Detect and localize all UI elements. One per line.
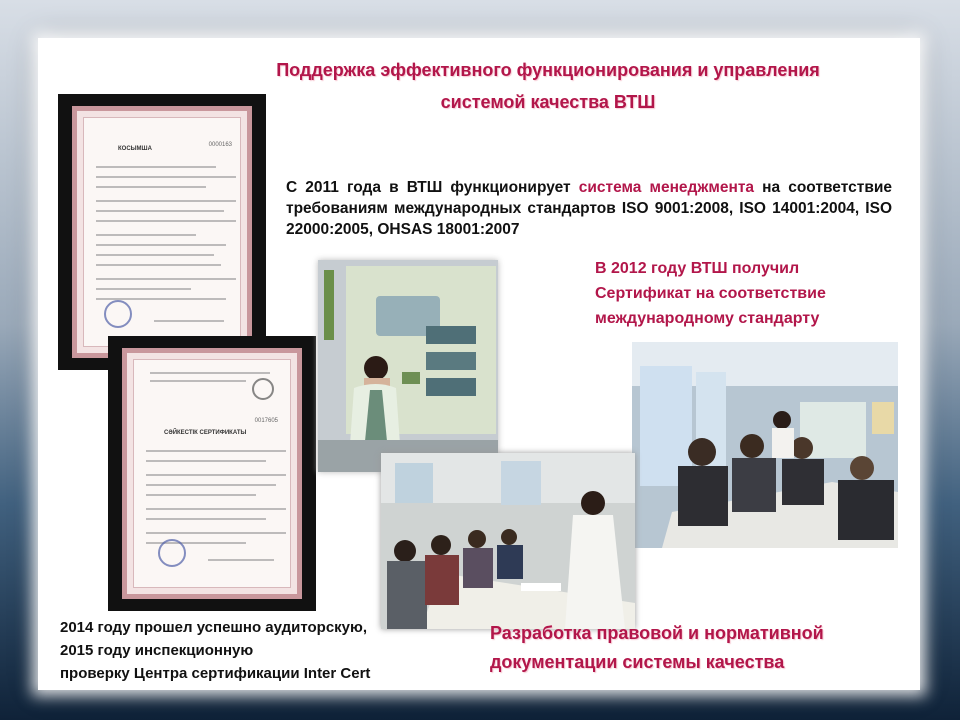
documentation-note bbox=[490, 619, 910, 677]
certificate-image-2 bbox=[108, 336, 316, 611]
intro-paragraph bbox=[286, 177, 892, 240]
slide bbox=[38, 38, 920, 690]
documentation-note-line2: документации системы качества bbox=[490, 652, 785, 672]
intro-highlight: система менеджмента bbox=[578, 179, 755, 196]
audit-note-line2: 2015 году инспекционную bbox=[60, 642, 254, 659]
certificate-note bbox=[595, 256, 905, 331]
audit-note-line3: проверку Центра сертификации Inter Cert bbox=[60, 665, 371, 682]
slide-title-line2: системой качества ВТШ bbox=[440, 92, 656, 112]
seminar-photo bbox=[381, 453, 635, 629]
certificate-note-line1: В 2012 году ВТШ получил bbox=[595, 260, 800, 277]
intro-text-suffix: на соответствие требованиям международных стандартов ISO 9001:2008, ISO 14001:2004, ISO 22000:2005, OHSAS 18001:2007 bbox=[286, 179, 892, 238]
meeting-room-photo bbox=[632, 342, 898, 548]
documentation-note-line1: Разработка правовой и нормативной bbox=[490, 623, 824, 643]
certificate-1-number: 0000163 bbox=[208, 142, 232, 148]
certificate-note-line2: Сертификат на соответствие bbox=[595, 285, 826, 302]
certificate-image-1 bbox=[58, 94, 266, 370]
certificate-2-title: СӘЙКЕСТІК СЕРТИФИКАТЫ bbox=[164, 430, 247, 436]
slide-title-line1: Поддержка эффективного функционирования и управления bbox=[276, 60, 820, 80]
intro-text-prefix: С 2011 года в ВТШ функционирует bbox=[286, 179, 579, 196]
audit-note-line1: 2014 году прошел успешно аудиторскую, bbox=[60, 619, 367, 636]
audit-note bbox=[60, 616, 480, 685]
certificate-note-line3: международному стандарту bbox=[595, 310, 820, 327]
certificate-2-number: 0017605 bbox=[254, 418, 278, 424]
presentation-photo bbox=[318, 260, 498, 472]
certificate-1-title: КОСЫМША bbox=[118, 146, 152, 152]
